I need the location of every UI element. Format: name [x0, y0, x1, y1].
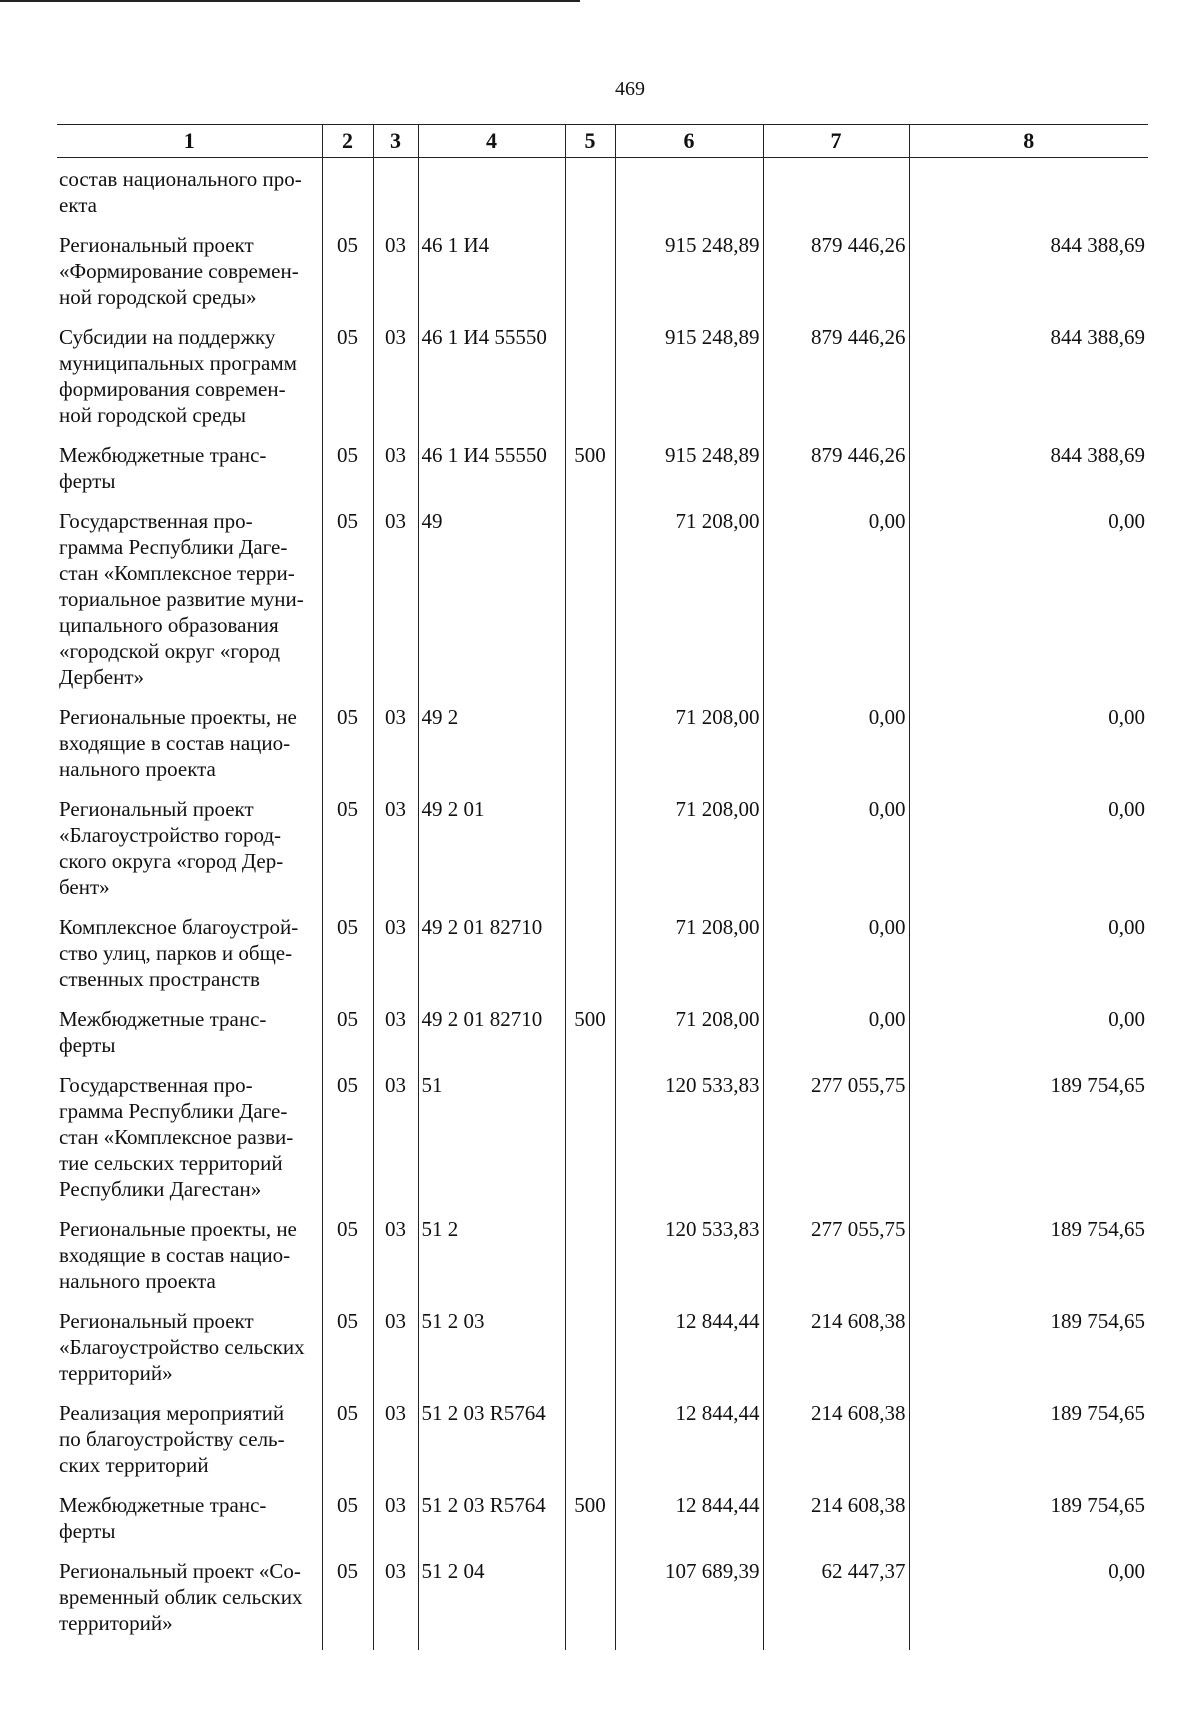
row-target-article: 51 2 — [418, 1216, 565, 1308]
row-amount-col7: 214 608,38 — [763, 1492, 909, 1558]
row-expense-type — [565, 1400, 615, 1492]
table-row — [57, 1216, 1148, 1308]
row-expense-type — [565, 704, 615, 796]
table-row — [57, 442, 1148, 508]
row-name: Межбюджетные транс- ферты — [59, 1007, 267, 1057]
row-amount-col6: 71 208,00 — [615, 704, 763, 796]
row-amount-col7: 0,00 — [763, 508, 909, 704]
row-section-code: 05 — [322, 1558, 373, 1650]
row-expense-type — [565, 796, 615, 914]
row-target-article: 49 2 — [418, 704, 565, 796]
table-row — [57, 158, 1148, 233]
row-target-article: 46 1 И4 — [418, 232, 565, 324]
row-amount-col8: 0,00 — [909, 914, 1148, 1006]
row-amount-col7: 0,00 — [763, 796, 909, 914]
row-target-article — [418, 158, 565, 233]
row-subsection-code: 03 — [373, 232, 418, 324]
row-amount-col8: 189 754,65 — [909, 1400, 1148, 1492]
row-name: Государственная про- грамма Республики Даге- стан «Комплексное терри- ториальное развитие муни- ципального образования «городской округ «город Дербент» — [59, 509, 304, 689]
row-amount-col6: 12 844,44 — [615, 1308, 763, 1400]
row-amount-col8: 844 388,69 — [909, 442, 1148, 508]
row-amount-col7 — [763, 158, 909, 233]
row-section-code: 05 — [322, 1308, 373, 1400]
row-amount-col8: 0,00 — [909, 704, 1148, 796]
table-row — [57, 1558, 1148, 1650]
row-target-article: 49 2 01 82710 — [418, 1006, 565, 1072]
table-body — [57, 158, 1148, 1651]
row-expense-type — [565, 914, 615, 1006]
row-expense-type — [565, 1216, 615, 1308]
top-rule — [0, 0, 580, 8]
row-section-code: 05 — [322, 1400, 373, 1492]
row-target-article: 46 1 И4 55550 — [418, 324, 565, 442]
row-amount-col7: 879 446,26 — [763, 324, 909, 442]
row-amount-col8: 189 754,65 — [909, 1216, 1148, 1308]
row-amount-col7: 879 446,26 — [763, 442, 909, 508]
row-amount-col7: 879 446,26 — [763, 232, 909, 324]
row-amount-col7: 277 055,75 — [763, 1216, 909, 1308]
row-amount-col6: 71 208,00 — [615, 1006, 763, 1072]
row-name: Региональные проекты, не входящие в состав нацио- нального проекта — [59, 705, 297, 781]
column-header-7: 7 — [763, 125, 909, 158]
row-target-article: 51 2 03 R5764 — [418, 1400, 565, 1492]
row-section-code: 05 — [322, 508, 373, 704]
column-header-8: 8 — [909, 125, 1148, 158]
row-amount-col6: 71 208,00 — [615, 796, 763, 914]
page-number: 469 — [615, 78, 645, 100]
table-row — [57, 1072, 1148, 1216]
row-name: Межбюджетные транс- ферты — [59, 443, 267, 493]
row-subsection-code: 03 — [373, 508, 418, 704]
row-subsection-code: 03 — [373, 1308, 418, 1400]
row-amount-col6: 915 248,89 — [615, 442, 763, 508]
row-amount-col8: 0,00 — [909, 796, 1148, 914]
row-target-article: 49 — [418, 508, 565, 704]
row-name: Межбюджетные транс- ферты — [59, 1493, 267, 1543]
row-section-code: 05 — [322, 1006, 373, 1072]
row-expense-type: 500 — [565, 442, 615, 508]
row-amount-col7: 214 608,38 — [763, 1400, 909, 1492]
column-header-3: 3 — [373, 125, 418, 158]
row-expense-type — [565, 1072, 615, 1216]
row-section-code: 05 — [322, 1492, 373, 1558]
row-section-code — [322, 158, 373, 233]
header-row — [57, 125, 1148, 158]
row-target-article: 51 — [418, 1072, 565, 1216]
table-row — [57, 796, 1148, 914]
row-target-article: 46 1 И4 55550 — [418, 442, 565, 508]
row-amount-col6: 71 208,00 — [615, 508, 763, 704]
row-section-code: 05 — [322, 914, 373, 1006]
row-amount-col6: 120 533,83 — [615, 1216, 763, 1308]
row-target-article: 49 2 01 — [418, 796, 565, 914]
row-section-code: 05 — [322, 1072, 373, 1216]
row-subsection-code: 03 — [373, 1492, 418, 1558]
row-amount-col7: 0,00 — [763, 1006, 909, 1072]
row-expense-type — [565, 324, 615, 442]
row-amount-col7: 214 608,38 — [763, 1308, 909, 1400]
row-amount-col7: 277 055,75 — [763, 1072, 909, 1216]
row-expense-type — [565, 232, 615, 324]
row-amount-col8: 0,00 — [909, 1006, 1148, 1072]
row-amount-col6: 12 844,44 — [615, 1492, 763, 1558]
column-header-1: 1 — [57, 125, 322, 158]
row-amount-col8: 189 754,65 — [909, 1492, 1148, 1558]
row-expense-type — [565, 1558, 615, 1650]
row-name: Региональный проект «Формирование современ- ной городской среды» — [59, 233, 299, 309]
row-name: Государственная про- грамма Республики Даге- стан «Комплексное разви- тие сельских территорий Республики Дагестан» — [59, 1073, 294, 1201]
row-section-code: 05 — [322, 1216, 373, 1308]
row-subsection-code: 03 — [373, 1216, 418, 1308]
row-amount-col8: 844 388,69 — [909, 324, 1148, 442]
row-target-article: 51 2 03 — [418, 1308, 565, 1400]
row-target-article: 51 2 04 — [418, 1558, 565, 1650]
row-target-article: 49 2 01 82710 — [418, 914, 565, 1006]
row-section-code: 05 — [322, 442, 373, 508]
row-subsection-code: 03 — [373, 1558, 418, 1650]
row-target-article: 51 2 03 R5764 — [418, 1492, 565, 1558]
column-header-5: 5 — [565, 125, 615, 158]
row-name: Региональный проект «Благоустройство город- ского округа «город Дер- бент» — [59, 797, 284, 899]
row-subsection-code: 03 — [373, 914, 418, 1006]
row-amount-col7: 0,00 — [763, 914, 909, 1006]
row-subsection-code — [373, 158, 418, 233]
row-amount-col6: 915 248,89 — [615, 232, 763, 324]
table-row — [57, 914, 1148, 1006]
row-name: Реализация мероприятий по благоустройству сель- ских территорий — [59, 1401, 285, 1477]
row-name: Региональный проект «Со- временный облик сельских территорий» — [59, 1559, 303, 1635]
row-amount-col6: 12 844,44 — [615, 1400, 763, 1492]
table-row — [57, 704, 1148, 796]
table-row — [57, 324, 1148, 442]
row-subsection-code: 03 — [373, 442, 418, 508]
column-header-2: 2 — [322, 125, 373, 158]
row-name: Комплексное благоустрой- ство улиц, парков и обще- ственных пространств — [59, 915, 299, 991]
row-amount-col8: 189 754,65 — [909, 1308, 1148, 1400]
table-header — [57, 125, 1148, 158]
row-amount-col8: 0,00 — [909, 508, 1148, 704]
row-subsection-code: 03 — [373, 796, 418, 914]
row-subsection-code: 03 — [373, 1072, 418, 1216]
row-amount-col8: 844 388,69 — [909, 232, 1148, 324]
row-expense-type: 500 — [565, 1492, 615, 1558]
row-subsection-code: 03 — [373, 704, 418, 796]
table-row — [57, 1492, 1148, 1558]
row-amount-col8 — [909, 158, 1148, 233]
row-subsection-code: 03 — [373, 1006, 418, 1072]
row-amount-col6: 120 533,83 — [615, 1072, 763, 1216]
row-amount-col6: 107 689,39 — [615, 1558, 763, 1650]
row-name: Региональный проект «Благоустройство сельских территорий» — [59, 1309, 305, 1385]
row-section-code: 05 — [322, 232, 373, 324]
column-header-6: 6 — [615, 125, 763, 158]
row-expense-type — [565, 1308, 615, 1400]
row-subsection-code: 03 — [373, 1400, 418, 1492]
row-amount-col8: 0,00 — [909, 1558, 1148, 1650]
table-row — [57, 1308, 1148, 1400]
row-name: состав национального про- екта — [59, 167, 302, 217]
row-section-code: 05 — [322, 324, 373, 442]
table-row — [57, 508, 1148, 704]
table-row — [57, 1006, 1148, 1072]
row-expense-type: 500 — [565, 1006, 615, 1072]
row-amount-col6 — [615, 158, 763, 233]
table-row — [57, 232, 1148, 324]
row-amount-col8: 189 754,65 — [909, 1072, 1148, 1216]
row-name: Субсидии на поддержку муниципальных программ формирования современ- ной городской среды — [59, 325, 297, 427]
row-section-code: 05 — [322, 704, 373, 796]
row-name: Региональные проекты, не входящие в состав нацио- нального проекта — [59, 1217, 297, 1293]
row-subsection-code: 03 — [373, 324, 418, 442]
column-header-4: 4 — [418, 125, 565, 158]
budget-table — [57, 124, 1148, 1650]
row-amount-col6: 915 248,89 — [615, 324, 763, 442]
row-expense-type — [565, 508, 615, 704]
row-amount-col7: 0,00 — [763, 704, 909, 796]
row-amount-col7: 62 447,37 — [763, 1558, 909, 1650]
table-row — [57, 1400, 1148, 1492]
row-section-code: 05 — [322, 796, 373, 914]
row-amount-col6: 71 208,00 — [615, 914, 763, 1006]
row-expense-type — [565, 158, 615, 233]
